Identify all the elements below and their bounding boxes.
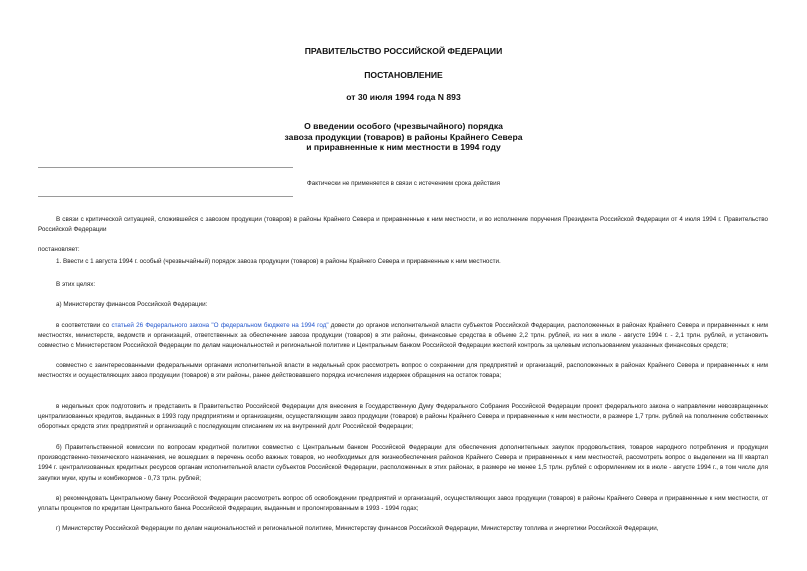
clause-d-paragraph: г) Министерству Российской Федерации по делам национальностей и региональной политике, Министерству финансов Российской Федерации, Министерству топлива и энергетики Российской Федерации, bbox=[56, 525, 659, 532]
document-title bbox=[0, 121, 807, 153]
federal-law-link[interactable]: статьей 26 Федерального закона "О федеральном бюджете на 1994 год" bbox=[111, 322, 329, 329]
clause-a-paragraph-1 bbox=[38, 321, 768, 352]
clause-a-paragraph-3: в недельных срок подготовить и представить в Правительство Российской Федерации для внесения в Государственную Думу Федерального Собрания Российской Федерации проект федерального закона о направлении невозвращенных централизованных кредитов, выданных в 1993 году предприятиям и организациям, осуществляющим завоз продукции (товаров) в районы Крайнего Севера и приравненные к ним местности, в размере 1,7 трлн. рублей на пополнение собственных оборотных средств этих предприятий и организаций с последующим списанием их на внутренний долг Российской Федерации; bbox=[38, 403, 768, 431]
document-title-line: и приравненные к ним местности в 1994 году bbox=[306, 142, 501, 153]
clause-c-paragraph: в) рекомендовать Центральному банку Российской Федерации рассмотреть вопрос об освобождении предприятий и организаций, осуществляющих завоз продукции (товаров) в районы Крайнего Севера и приравненные к ним местности, от уплаты процентов по кредитам Центрального банка Российской Федерации, выданным и пролонгированным в 1993 - 1994 годах; bbox=[38, 495, 768, 513]
clause-b-paragraph: б) Правительственной комиссии по вопросам кредитной политики совместно с Центральным банком Российской Федерации для обеспечения дополнительных закупок продовольствия, товаров народного потребления и продукции производственно-технического назначения, не вошедших в перечень особо важных товаров, но необходимых для жизнеобеспечения районов Крайнего Севера и приравненных к ним местностей, рассмотреть вопрос о выделении на III квартал 1994 г. централизованных кредитных ресурсов органам исполнительной власти субъектов Российской Федерации, расположенных в этих районах, в размере не менее 1,5 трлн. рублей с оформлением их в июле - августе 1994 г., в том числе для закупки муки, крупы и комбикормов - 0,73 трлн. рублей; bbox=[38, 444, 768, 482]
document-title-line: О введении особого (чрезвычайного) порядка bbox=[304, 121, 503, 131]
government-heading: ПРАВИТЕЛЬСТВО РОССИЙСКОЙ ФЕДЕРАЦИИ bbox=[304, 46, 503, 56]
clause-a-heading: а) Министерству финансов Российской Федерации: bbox=[56, 301, 208, 308]
status-note: Фактически не применяется в связи с истечением срока действия bbox=[306, 180, 501, 187]
preamble-paragraph: В связи с критической ситуацией, сложившейся с завозом продукции (товаров) в районы Крайнего Севера и приравненные к ним местности, и во исполнение поручения Президента Российской Федерации от 4 июля 1994 г. Правительство Российской Федерации bbox=[38, 216, 768, 234]
clause-a-paragraph-2: совместно с заинтересованными федеральными органами исполнительной власти в недельный срок рассмотреть вопрос о сохранении для предприятий и организаций, расположенных в районах Крайнего Севера и приравненных к ним местностях и осуществляющих завоз продукции (товаров) в эти районы, ранее действовавшего порядка исчисления издержек обращения на остаток товара; bbox=[38, 362, 768, 380]
document-type-heading: ПОСТАНОВЛЕНИЕ bbox=[364, 70, 443, 80]
clause-a-text-before: в соответствии со bbox=[56, 322, 112, 329]
divider-top bbox=[38, 167, 293, 168]
resolves-paragraph: постановляет: bbox=[38, 246, 80, 253]
clause-1-paragraph: 1. Ввести с 1 августа 1994 г. особый (чрезвычайный) порядок завоза продукции (товаров) в районы Крайнего Севера и приравненные к ним местности. bbox=[56, 258, 501, 265]
purpose-paragraph: В этих целях: bbox=[56, 281, 96, 288]
document-date-number: от 30 июля 1994 года N 893 bbox=[346, 92, 461, 102]
divider-bottom bbox=[38, 196, 293, 197]
clause-a-text-after: довести до органов исполнительной власти субъектов Российской Федерации, расположенных в районах Крайнего Севера и приравненных к ним местностях, министерств, ведомств и организаций, ответственных за обеспечение завоза продукции (товаров) в эти районы, финансовые средства в объеме 2,2 трлн. рублей, из них в июле - августе 1994 г. - 2,1 трлн. рублей, и установить совместно с Министерством Российской Федерации по делам национальностей и региональной политике и Центральным банком Российской Федерации жесткий контроль за целевым использованием указанных финансовых средств; bbox=[38, 322, 769, 350]
document-title-line: завоза продукции (товаров) в районы Крайнего Севера bbox=[284, 131, 523, 142]
